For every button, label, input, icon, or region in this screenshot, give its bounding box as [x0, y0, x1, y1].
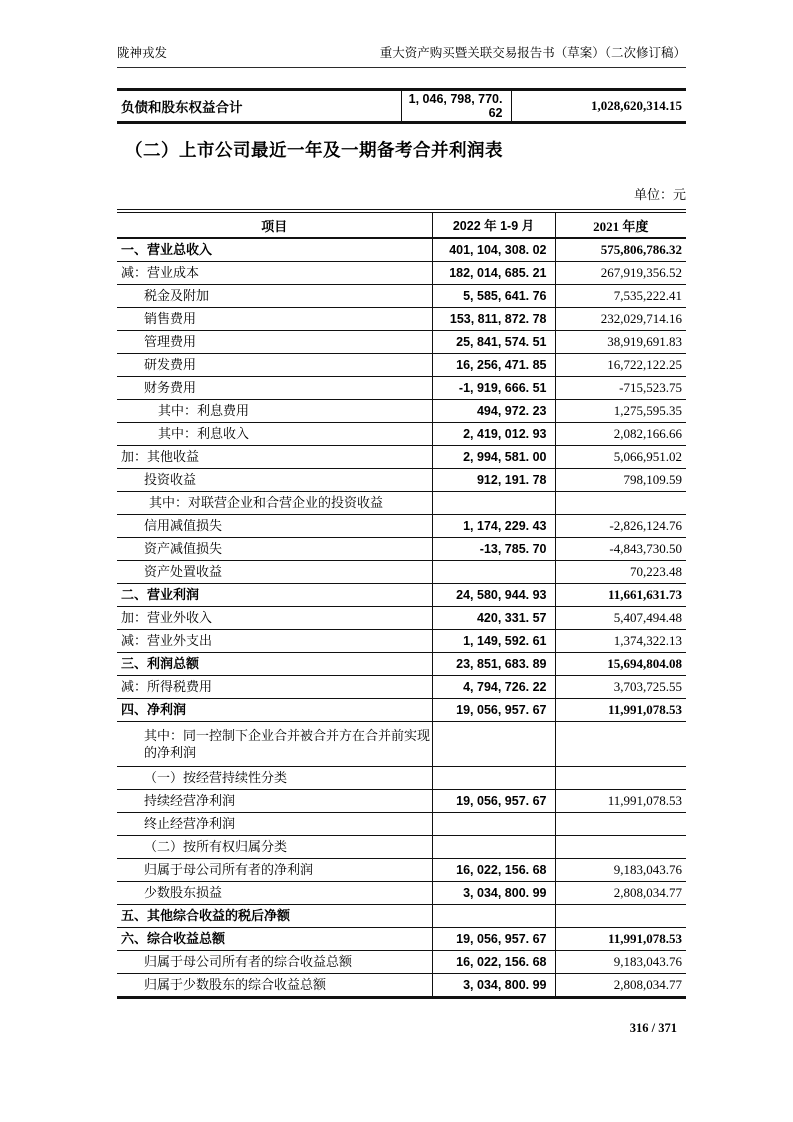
- value-2021-cell: 232,029,714.16: [555, 308, 686, 331]
- value-2022-cell: [432, 722, 555, 767]
- row-label-cell: 一、营业总收入: [121, 242, 213, 257]
- value-2022-cell: 19, 056, 957. 67: [432, 790, 555, 813]
- row-label-cell: 其中：利息收入: [117, 423, 432, 446]
- value-2021-cell: 5,066,951.02: [555, 446, 686, 469]
- table-row: [117, 515, 686, 538]
- income-statement-table: [117, 209, 686, 999]
- row-label-cell: 资产减值损失: [117, 538, 432, 561]
- table-row: [117, 492, 686, 515]
- value-2022-cell: 401, 104, 308. 02: [432, 238, 555, 262]
- row-label-cell: 资产处置收益: [117, 561, 432, 584]
- value-2022-cell: [432, 905, 555, 928]
- table-row: [117, 262, 686, 285]
- value-2022-cell: [432, 492, 555, 515]
- row-label-cell: 其中：同一控制下企业合并被合并方在合并前实现的净利润: [117, 722, 432, 767]
- value-2022-cell: [432, 561, 555, 584]
- value-2022-cell: 1, 046, 798, 770. 62: [401, 90, 511, 123]
- value-2021-cell: 1,028,620,314.15: [511, 90, 686, 123]
- value-2022-cell: 1, 149, 592. 61: [432, 630, 555, 653]
- value-2022-cell: [432, 836, 555, 859]
- row-label-cell: 归属于母公司所有者的净利润: [117, 859, 432, 882]
- row-label-cell: 终止经营净利润: [117, 813, 432, 836]
- balance-sheet-total-table: [117, 88, 686, 124]
- value-2021-cell: 2,808,034.77: [555, 974, 686, 998]
- table-row: [117, 653, 686, 676]
- row-label-cell: 销售费用: [117, 308, 432, 331]
- value-2021-cell: [555, 905, 686, 928]
- row-label-cell: 财务费用: [117, 377, 432, 400]
- table-row: [117, 974, 686, 998]
- value-2021-cell: [555, 492, 686, 515]
- row-label-cell: 减：所得税费用: [117, 676, 432, 699]
- table-row: [117, 951, 686, 974]
- value-2021-cell: 575,806,786.32: [555, 238, 686, 262]
- table-row: [117, 905, 686, 928]
- table-row: [117, 308, 686, 331]
- value-2021-cell: 15,694,804.08: [555, 653, 686, 676]
- row-label-cell: 负债和股东权益合计: [121, 100, 243, 115]
- table-row: [117, 836, 686, 859]
- value-2022-cell: 3, 034, 800. 99: [432, 882, 555, 905]
- value-2021-cell: -2,826,124.76: [555, 515, 686, 538]
- row-label-cell: 研发费用: [117, 354, 432, 377]
- value-2022-cell: 25, 841, 574. 51: [432, 331, 555, 354]
- table-row: [117, 859, 686, 882]
- value-2021-cell: 38,919,691.83: [555, 331, 686, 354]
- row-label-cell: 归属于少数股东的综合收益总额: [117, 974, 432, 998]
- value-2022-cell: 16, 022, 156. 68: [432, 951, 555, 974]
- value-2022-cell: -1, 919, 666. 51: [432, 377, 555, 400]
- table-row: [117, 331, 686, 354]
- row-label-cell: 其中：对联营企业和合营企业的投资收益: [117, 492, 432, 515]
- table-row: [117, 767, 686, 790]
- row-label-cell: 信用减值损失: [117, 515, 432, 538]
- value-2021-cell: -4,843,730.50: [555, 538, 686, 561]
- value-2021-cell: 1,374,322.13: [555, 630, 686, 653]
- row-label-cell: 税金及附加: [117, 285, 432, 308]
- row-label-cell: 少数股东损益: [117, 882, 432, 905]
- table-row: [117, 377, 686, 400]
- value-2022-cell: 19, 056, 957. 67: [432, 928, 555, 951]
- value-2021-cell: 16,722,122.25: [555, 354, 686, 377]
- section-title: （二）上市公司最近一年及一期备考合并利润表: [125, 140, 503, 160]
- value-2021-cell: 2,808,034.77: [555, 882, 686, 905]
- column-header-item: 项目: [117, 211, 432, 238]
- table-row: [117, 676, 686, 699]
- table-row: [117, 630, 686, 653]
- value-2021-cell: -715,523.75: [555, 377, 686, 400]
- value-2021-cell: 267,919,356.52: [555, 262, 686, 285]
- value-2021-cell: 11,991,078.53: [555, 699, 686, 722]
- value-2021-cell: 11,661,631.73: [555, 584, 686, 607]
- value-2022-cell: 420, 331. 57: [432, 607, 555, 630]
- header-report-title: 重大资产购买暨关联交易报告书（草案）（二次修订稿）: [379, 46, 686, 60]
- table-row: [117, 722, 686, 767]
- table-header-row: [117, 211, 686, 238]
- table-row: [117, 423, 686, 446]
- value-2021-cell: 5,407,494.48: [555, 607, 686, 630]
- value-2021-cell: 11,991,078.53: [555, 928, 686, 951]
- row-label-cell: 二、营业利润: [117, 584, 432, 607]
- table-row: [117, 584, 686, 607]
- row-label-cell: 管理费用: [117, 331, 432, 354]
- value-2022-cell: -13, 785. 70: [432, 538, 555, 561]
- document-header: [117, 46, 686, 61]
- header-divider: [117, 67, 686, 68]
- value-2022-cell: 182, 014, 685. 21: [432, 262, 555, 285]
- value-2022-cell: 912, 191. 78: [432, 469, 555, 492]
- row-label-cell: 投资收益: [117, 469, 432, 492]
- row-label-cell: （一）按经营持续性分类: [117, 767, 432, 790]
- row-label-cell: 六、综合收益总额: [117, 928, 432, 951]
- value-2022-cell: 2, 994, 581. 00: [432, 446, 555, 469]
- row-label-cell: 其中：利息费用: [117, 400, 432, 423]
- value-2021-cell: [555, 767, 686, 790]
- value-2022-cell: 494, 972. 23: [432, 400, 555, 423]
- row-label-cell: 加：营业外收入: [117, 607, 432, 630]
- header-company-name: 陇神戎发: [117, 46, 168, 60]
- table-row: [117, 607, 686, 630]
- table-row: [117, 238, 686, 262]
- row-label-cell: 减：营业成本: [117, 262, 432, 285]
- row-label-cell: 加：其他收益: [117, 446, 432, 469]
- value-2022-cell: 16, 022, 156. 68: [432, 859, 555, 882]
- value-2022-cell: 2, 419, 012. 93: [432, 423, 555, 446]
- table-row: [117, 561, 686, 584]
- row-label-cell: 四、净利润: [117, 699, 432, 722]
- table-row: [117, 90, 686, 123]
- value-2021-cell: 9,183,043.76: [555, 951, 686, 974]
- table-row: [117, 469, 686, 492]
- table-row: [117, 285, 686, 308]
- value-2021-cell: 11,991,078.53: [555, 790, 686, 813]
- value-2022-cell: 19, 056, 957. 67: [432, 699, 555, 722]
- row-label-cell: 三、利润总额: [117, 653, 432, 676]
- table-row: [117, 354, 686, 377]
- value-2021-cell: 798,109.59: [555, 469, 686, 492]
- table-row: [117, 538, 686, 561]
- value-2021-cell: 2,082,166.66: [555, 423, 686, 446]
- value-2021-cell: 1,275,595.35: [555, 400, 686, 423]
- table-row: [117, 882, 686, 905]
- row-label-cell: 减：营业外支出: [117, 630, 432, 653]
- value-2022-cell: 1, 174, 229. 43: [432, 515, 555, 538]
- value-2022-cell: [432, 813, 555, 836]
- value-2022-cell: 153, 811, 872. 78: [432, 308, 555, 331]
- value-2021-cell: [555, 836, 686, 859]
- value-2021-cell: 7,535,222.41: [555, 285, 686, 308]
- value-2021-cell: [555, 722, 686, 767]
- value-2021-cell: 70,223.48: [555, 561, 686, 584]
- value-2022-cell: 24, 580, 944. 93: [432, 584, 555, 607]
- unit-note: 单位：元: [633, 187, 686, 202]
- row-label-cell: （二）按所有权归属分类: [117, 836, 432, 859]
- table-row: [117, 400, 686, 423]
- value-2021-cell: [555, 813, 686, 836]
- value-2022-cell: [432, 767, 555, 790]
- value-2021-cell: 9,183,043.76: [555, 859, 686, 882]
- row-label-cell: 持续经营净利润: [117, 790, 432, 813]
- value-2021-cell: 3,703,725.55: [555, 676, 686, 699]
- column-header-2021: 2021 年度: [555, 211, 686, 238]
- table-row: [117, 790, 686, 813]
- page-number: 316 / 371: [629, 1021, 677, 1035]
- column-header-2022: 2022 年 1-9 月: [432, 211, 555, 238]
- row-label-cell: 五、其他综合收益的税后净额: [117, 905, 432, 928]
- table-row: [117, 446, 686, 469]
- value-2022-cell: 16, 256, 471. 85: [432, 354, 555, 377]
- value-2022-cell: 23, 851, 683. 89: [432, 653, 555, 676]
- row-label-cell: 归属于母公司所有者的综合收益总额: [117, 951, 432, 974]
- table-row: [117, 928, 686, 951]
- value-2022-cell: 4, 794, 726. 22: [432, 676, 555, 699]
- table-row: [117, 699, 686, 722]
- value-2022-cell: 5, 585, 641. 76: [432, 285, 555, 308]
- table-row: [117, 813, 686, 836]
- value-2022-cell: 3, 034, 800. 99: [432, 974, 555, 998]
